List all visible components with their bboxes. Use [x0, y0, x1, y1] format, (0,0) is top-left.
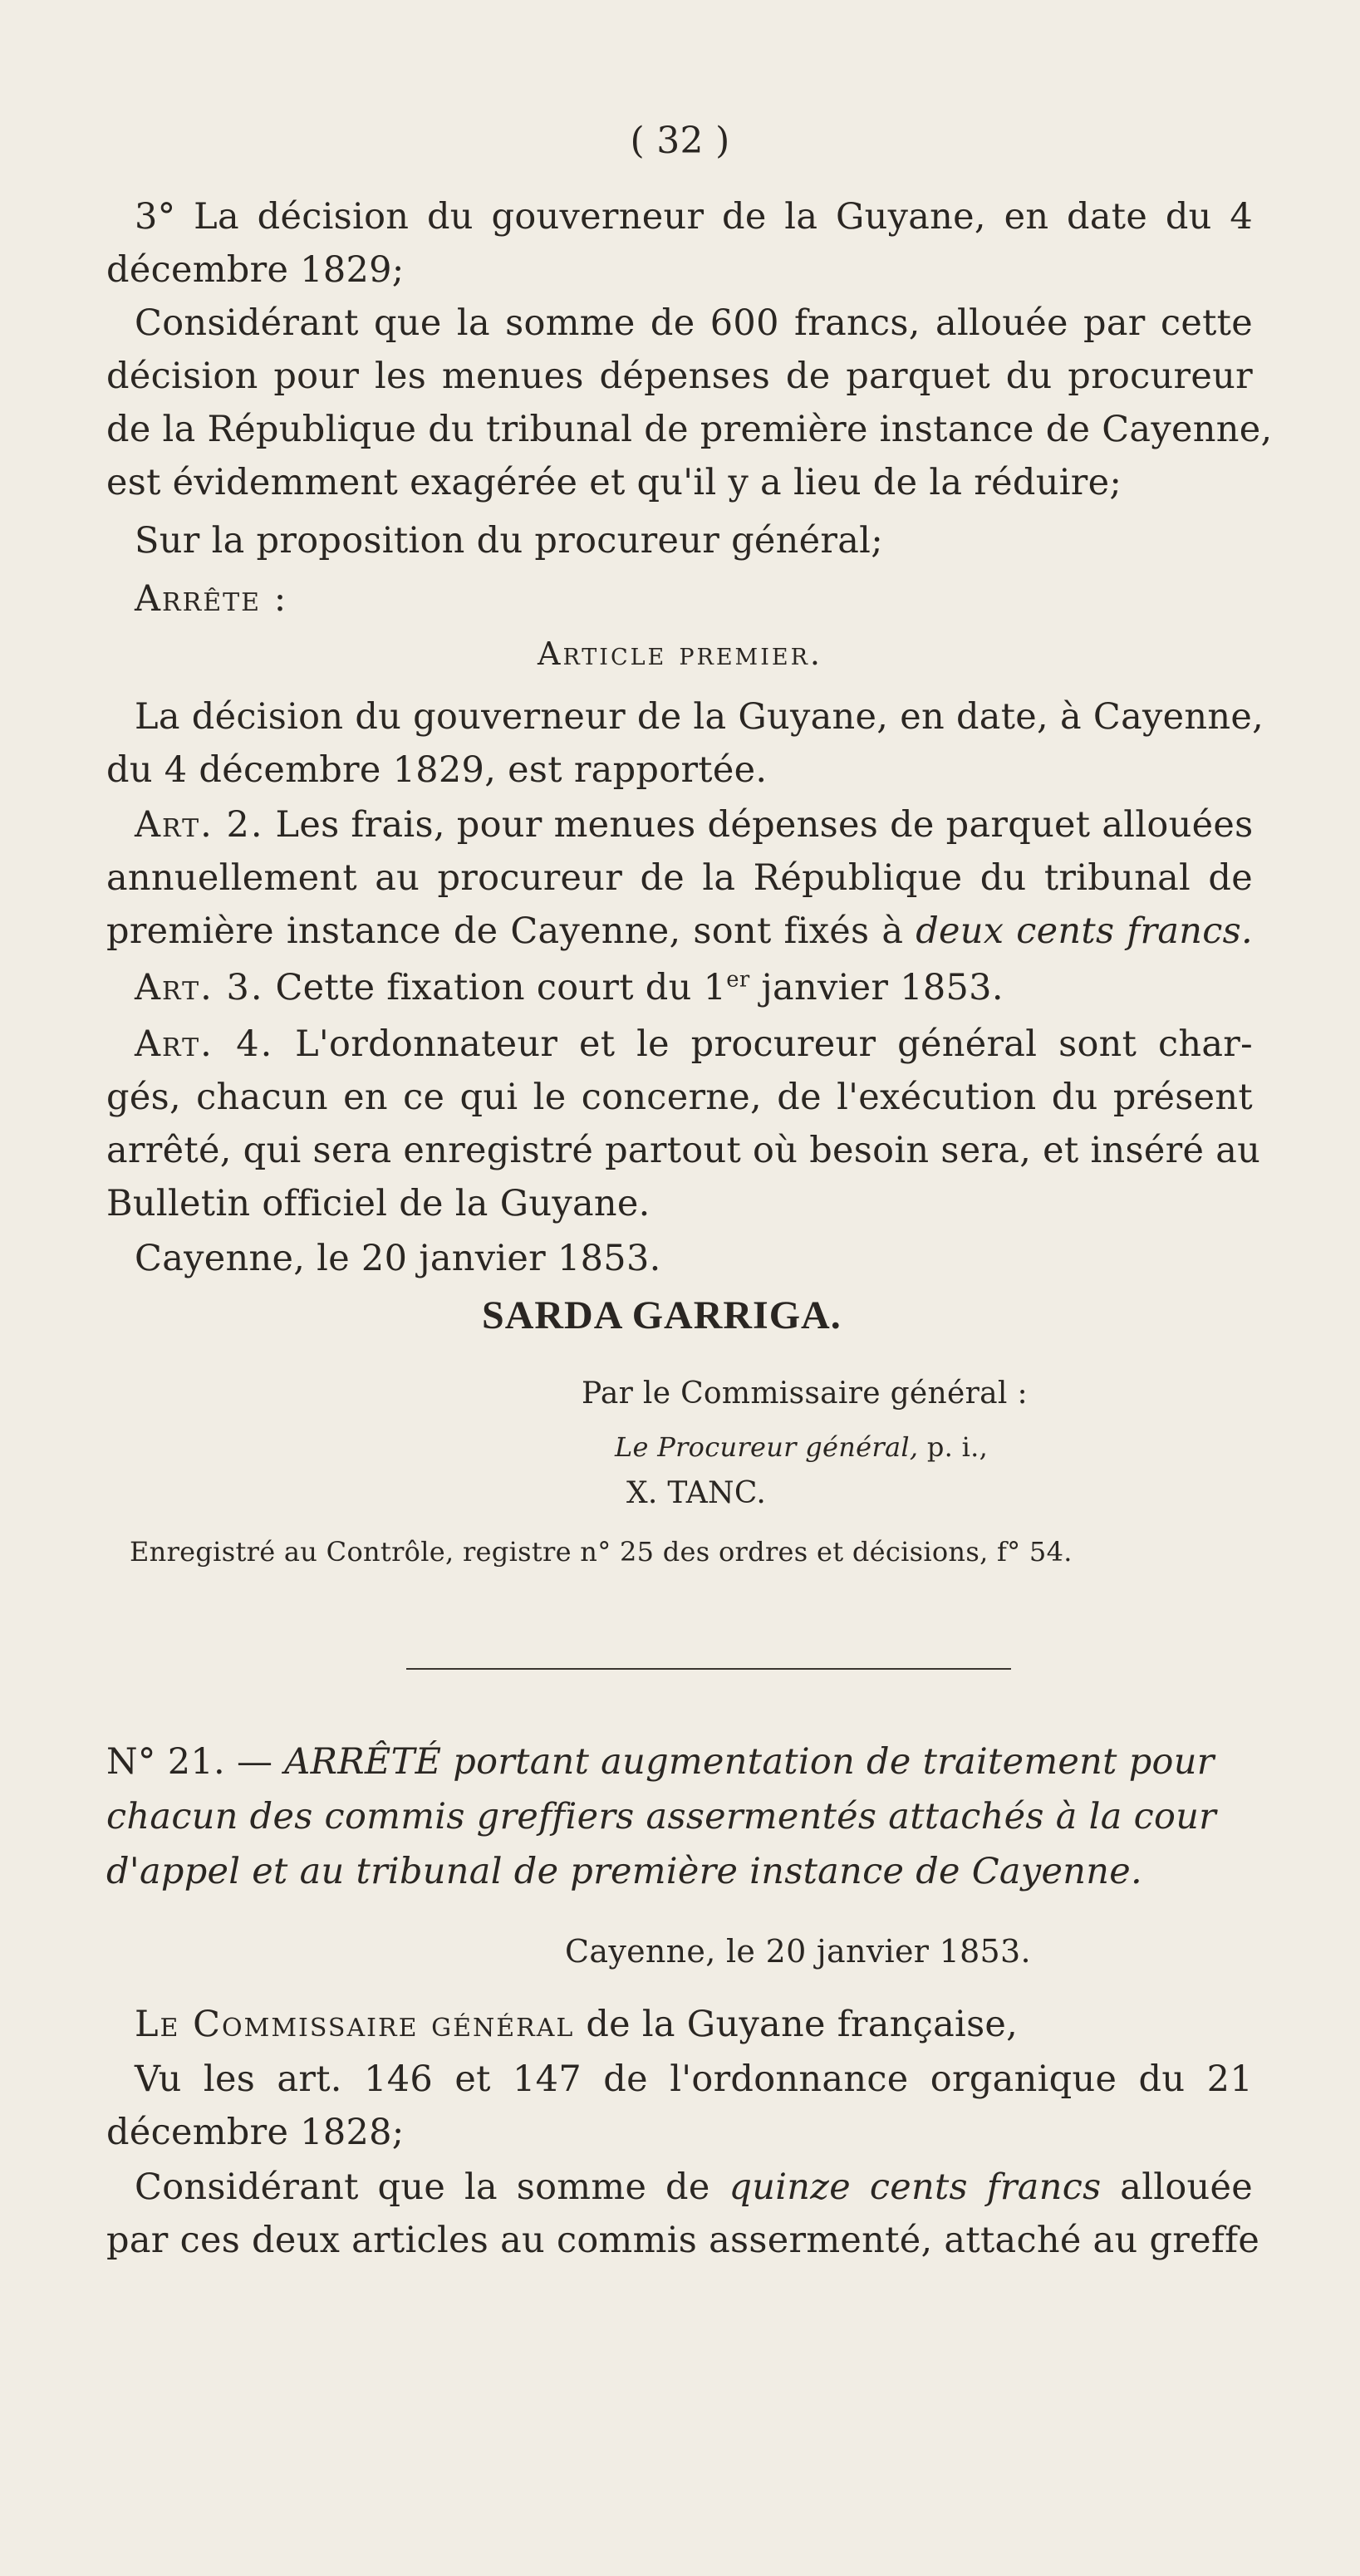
art2-amount: deux cents francs. [916, 910, 1254, 952]
art4-line1: Art. 4. L'ordonnateur et le procureur général sont char- [135, 1023, 1253, 1065]
art2-line1: Art. 2. Les frais, pour menues dépenses de parquet allouées [135, 804, 1254, 846]
considerant1-line3: de la République du tribunal de première instance de Cayenne, [106, 409, 1273, 450]
item3-line2: décembre 1829; [106, 249, 405, 291]
enregistre-note: Enregistré au Contrôle, registre n° 25 des ordres et décisions, f° 54. [130, 1536, 1073, 1568]
page-number: ( 32 ) [630, 120, 730, 162]
art2-line2: annuellement au procureur de la République du tribunal de [106, 857, 1253, 899]
commissaire-title: Le Commissaire général [135, 2004, 575, 2045]
art4-line4: Bulletin officiel de la Guyane. [106, 1183, 651, 1224]
no21-title-line2: chacun des commis greffiers assermentés attachés à la cour [106, 1796, 1217, 1838]
no21-title: ARRÊTÉ portant augmentation de traitement pour [284, 1741, 1215, 1783]
considerant2-amount: quinze cents francs [729, 2166, 1102, 2208]
commissaire-line: Le Commissaire général de la Guyane française, [135, 2004, 1019, 2045]
art1-line1: La décision du gouverneur de la Guyane, en date, à Cayenne, [135, 696, 1264, 738]
considerant2-line2: par ces deux articles au commis assermenté, attaché au greffe [106, 2220, 1260, 2261]
signature-sarda-garriga: SARDA GARRIGA. [482, 1293, 842, 1337]
date-1: Cayenne, le 20 janvier 1853. [135, 1238, 661, 1279]
arrete-heading: Arrête : [135, 578, 288, 620]
signature-tanc: X. TANC. [626, 1476, 767, 1510]
article-premier-heading: Article premier. [538, 635, 822, 672]
art4-line3: arrêté, qui sera enregistré partout où besoin sera, et inséré au [106, 1130, 1261, 1171]
art3-label: Art. 3. [135, 967, 264, 1008]
considerant1-line1: Considérant que la somme de 600 francs, allouée par cette [135, 302, 1253, 344]
no21-title-line1 [106, 1741, 1215, 1783]
par-le-commissaire: Par le Commissaire général : [582, 1376, 1028, 1411]
date-2: Cayenne, le 20 janvier 1853. [565, 1933, 1031, 1970]
art2-line3: première instance de Cayenne, sont fixés à deux cents francs. [106, 910, 1254, 952]
art1-line2: du 4 décembre 1829, est rapportée. [106, 749, 768, 791]
art3-line: Art. 3. Cette fixation court du 1er janvier 1853. [135, 967, 1004, 1008]
procureur-line: Le Procureur général, p. i., [615, 1431, 989, 1463]
item3-line1: 3° La décision du gouverneur de la Guyane, en date du 4 [135, 196, 1253, 238]
considerant1-line2: décision pour les menues dépenses de parquet du procureur [106, 356, 1253, 397]
art2-label: Art. 2. [135, 804, 264, 846]
no21-number: N° 21. — [106, 1741, 273, 1783]
no21-title-line3: d'appel et au tribunal de première instance de Cayenne. [106, 1851, 1142, 1892]
considerant1-line4: est évidemment exagérée et qu'il y a lieu de la réduire; [106, 462, 1122, 503]
proposition: Sur la proposition du procureur général; [135, 520, 884, 562]
section-divider [406, 1668, 1011, 1670]
considerant2-line1: Considérant que la somme de quinze cents francs allouée [135, 2166, 1254, 2208]
vu-line1: Vu les art. 146 et 147 de l'ordonnance organique du 21 [135, 2058, 1253, 2100]
art4-line2: gés, chacun en ce qui le concerne, de l'exécution du présent [106, 1077, 1253, 1118]
vu-line2: décembre 1828; [106, 2112, 405, 2153]
art4-label: Art. 4. [135, 1023, 274, 1065]
